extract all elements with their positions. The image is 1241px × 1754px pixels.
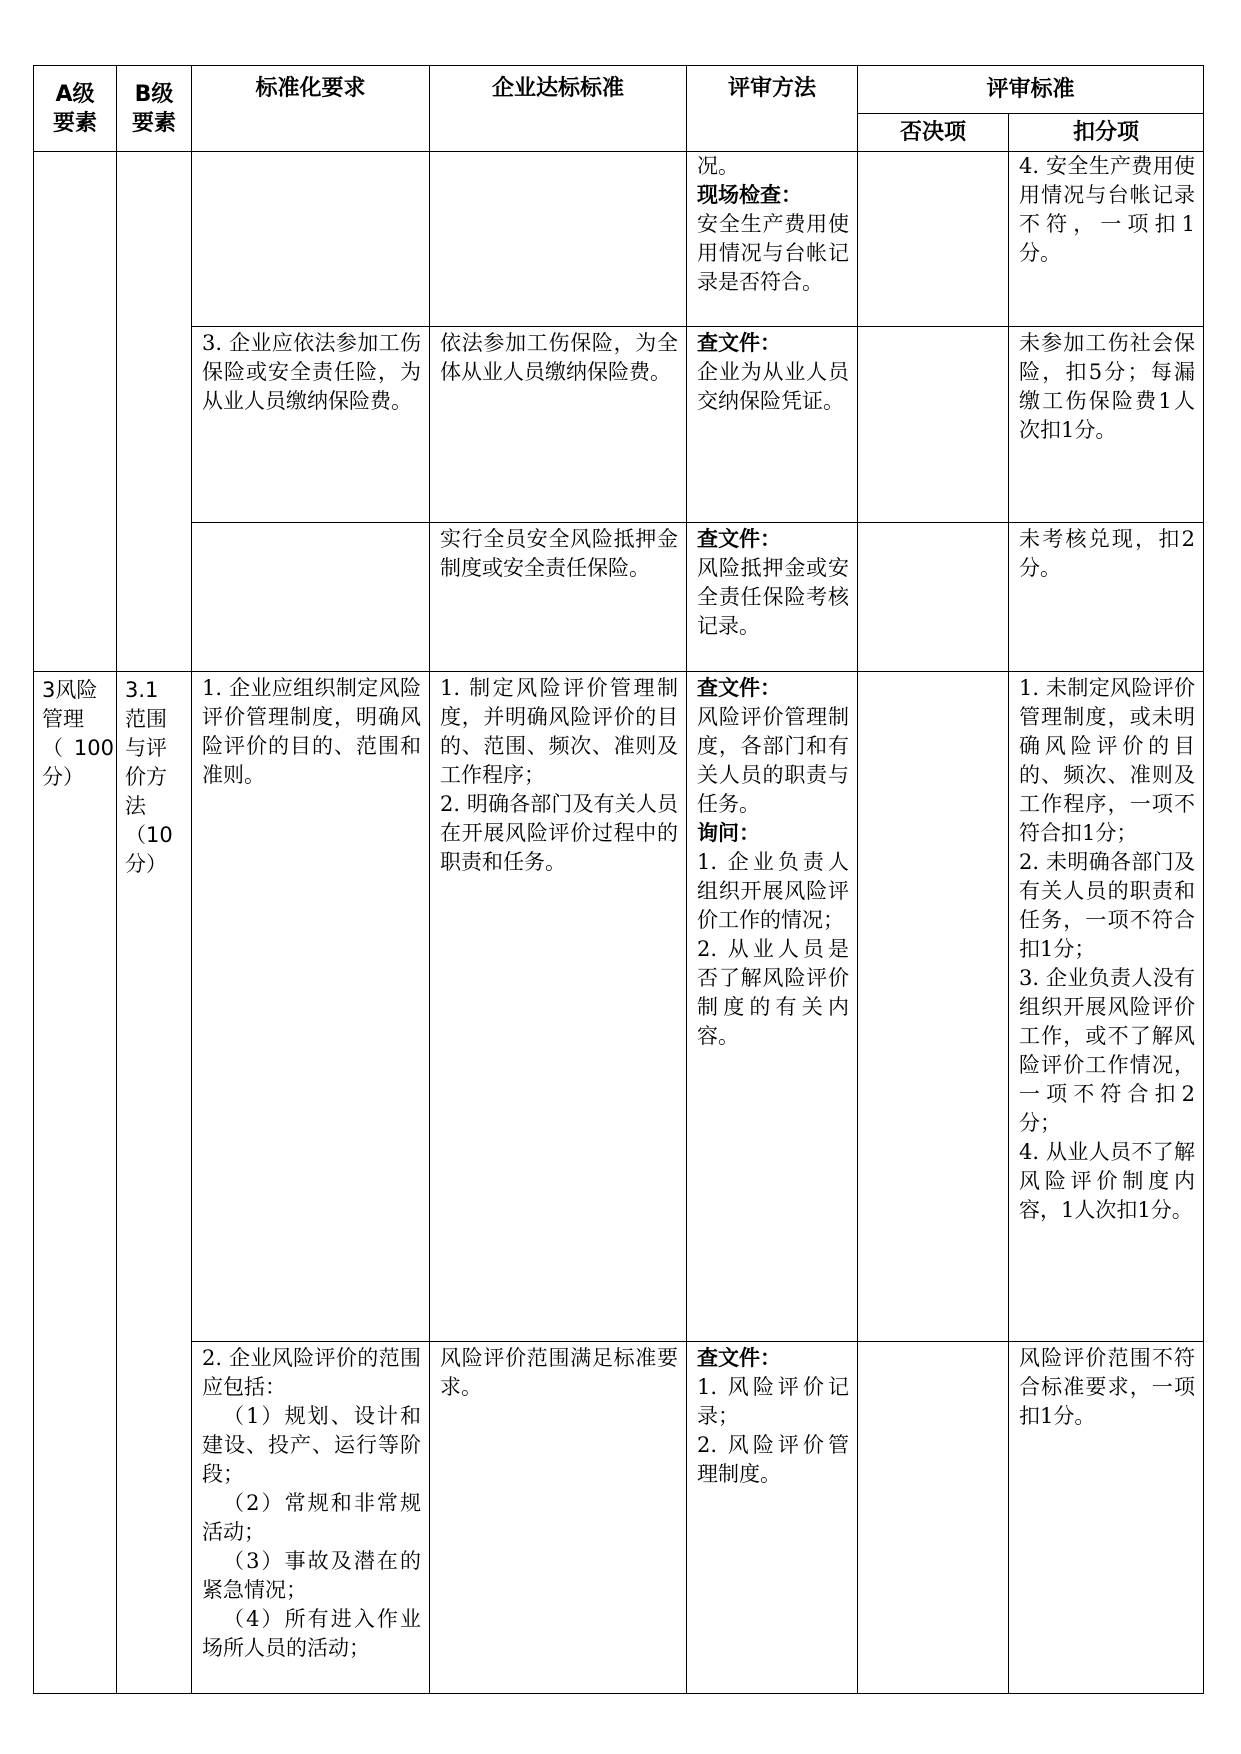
veto-cell (858, 1342, 1009, 1694)
method-line: 2. 风险评价管理制度。 (697, 1433, 849, 1486)
requirement-cell (192, 1342, 430, 1694)
header-requirement: 标准化要求 (192, 66, 430, 152)
deduction-line: 2. 未明确各部门及有关人员的职责和任务，一项不符合扣1分； (1019, 850, 1196, 961)
veto-cell (858, 672, 1009, 1342)
standard-cell (430, 152, 687, 327)
a-element-cell (34, 152, 117, 672)
method-heading: 查文件： (697, 527, 781, 551)
method-line: 1. 风险评价记录； (697, 1375, 849, 1428)
method-line: 安全生产费用使用情况与台帐记录是否符合。 (697, 212, 849, 294)
requirement-line: （2）常规和非常规活动； (202, 1491, 421, 1544)
table-row (34, 327, 1204, 523)
standard-line: 2. 明确各部门及有关人员在开展风险评价过程中的职责和任务。 (440, 792, 678, 874)
header-enterprise-standard: 企业达标标准 (430, 66, 687, 152)
deduction-line: 1. 未制定风险评价管理制度，或未明确风险评价的目的、频次、准则及工作程序，一项不符合扣1分； (1019, 676, 1196, 845)
standard-cell: 风险评价范围满足标准要求。 (430, 1342, 687, 1694)
requirement-line: （3）事故及潜在的紧急情况； (202, 1549, 421, 1602)
method-cell (687, 672, 858, 1342)
deduction-line: 4. 从业人员不了解风险评价制度内容，1人次扣1分。 (1019, 1140, 1196, 1222)
deduction-cell: 风险评价范围不符合标准要求，一项扣1分。 (1009, 1342, 1204, 1694)
b-element-cell (117, 152, 192, 672)
method-heading: 查文件： (697, 331, 781, 355)
requirement-line: 2. 企业风险评价的范围应包括： (202, 1346, 421, 1399)
standard-cell: 实行全员安全风险抵押金制度或安全责任保险。 (430, 523, 687, 672)
header-row-1 (34, 66, 1204, 114)
method-heading: 查文件： (697, 676, 781, 700)
standard-cell (430, 672, 687, 1342)
deduction-line: 3. 企业负责人没有组织开展风险评价工作，或不了解风险评价工作情况，一项不符合扣2分； (1019, 966, 1196, 1135)
method-line: 风险评价管理制度，各部门和有关人员的职责与任务。 (697, 705, 849, 816)
table-row (34, 152, 1204, 327)
table-row (34, 1342, 1204, 1694)
deduction-cell: 4. 安全生产费用使用情况与台帐记录不符，一项扣1分。 (1009, 152, 1204, 327)
method-line: 1. 企业负责人组织开展风险评价工作的情况； (697, 850, 849, 932)
veto-cell (858, 327, 1009, 523)
standard-cell: 依法参加工伤保险，为全体从业人员缴纳保险费。 (430, 327, 687, 523)
method-cell (687, 523, 858, 672)
a-element-cell: 3风险 管理 （100分） (34, 672, 117, 1694)
method-heading: 现场检查： (697, 183, 802, 207)
table-row (34, 523, 1204, 672)
header-b-level: B级 要素 (117, 66, 192, 152)
method-cell (687, 327, 858, 523)
b-element-cell: 3.1 范围 与评 价方 法 （10 分） (117, 672, 192, 1694)
requirement-cell (192, 523, 430, 672)
requirement-cell (192, 152, 430, 327)
header-veto: 否决项 (858, 114, 1009, 152)
method-heading: 询问： (697, 821, 760, 845)
header-method: 评审方法 (687, 66, 858, 152)
header-criteria: 评审标准 (858, 66, 1204, 114)
evaluation-table (33, 65, 1204, 1694)
method-heading: 查文件： (697, 1346, 781, 1370)
deduction-cell (1009, 672, 1204, 1342)
requirement-cell: 1. 企业应组织制定风险评价管理制度，明确风险评价的目的、范围和准则。 (192, 672, 430, 1342)
header-deduction: 扣分项 (1009, 114, 1204, 152)
method-line: 况。 (697, 154, 739, 178)
deduction-cell: 未考核兑现，扣2分。 (1009, 523, 1204, 672)
method-line: 企业为从业人员交纳保险凭证。 (697, 360, 849, 413)
requirement-line: （1）规划、设计和建设、投产、运行等阶段； (202, 1404, 421, 1486)
method-line: 2. 从业人员是否了解风险评价制度的有关内容。 (697, 937, 849, 1048)
method-cell (687, 152, 858, 327)
deduction-cell: 未参加工伤社会保险，扣5分；每漏缴工伤保险费1人次扣1分。 (1009, 327, 1204, 523)
veto-cell (858, 152, 1009, 327)
requirement-cell: 3. 企业应依法参加工伤保险或安全责任险，为从业人员缴纳保险费。 (192, 327, 430, 523)
veto-cell (858, 523, 1009, 672)
method-line: 风险抵押金或安全责任保险考核记录。 (697, 556, 849, 638)
header-a-level: A级 要素 (34, 66, 117, 152)
standard-line: 1. 制定风险评价管理制度，并明确风险评价的目的、范围、频次、准则及工作程序； (440, 676, 678, 787)
requirement-line: （4）所有进入作业场所人员的活动； (202, 1607, 421, 1660)
method-cell (687, 1342, 858, 1694)
table-row (34, 672, 1204, 1342)
